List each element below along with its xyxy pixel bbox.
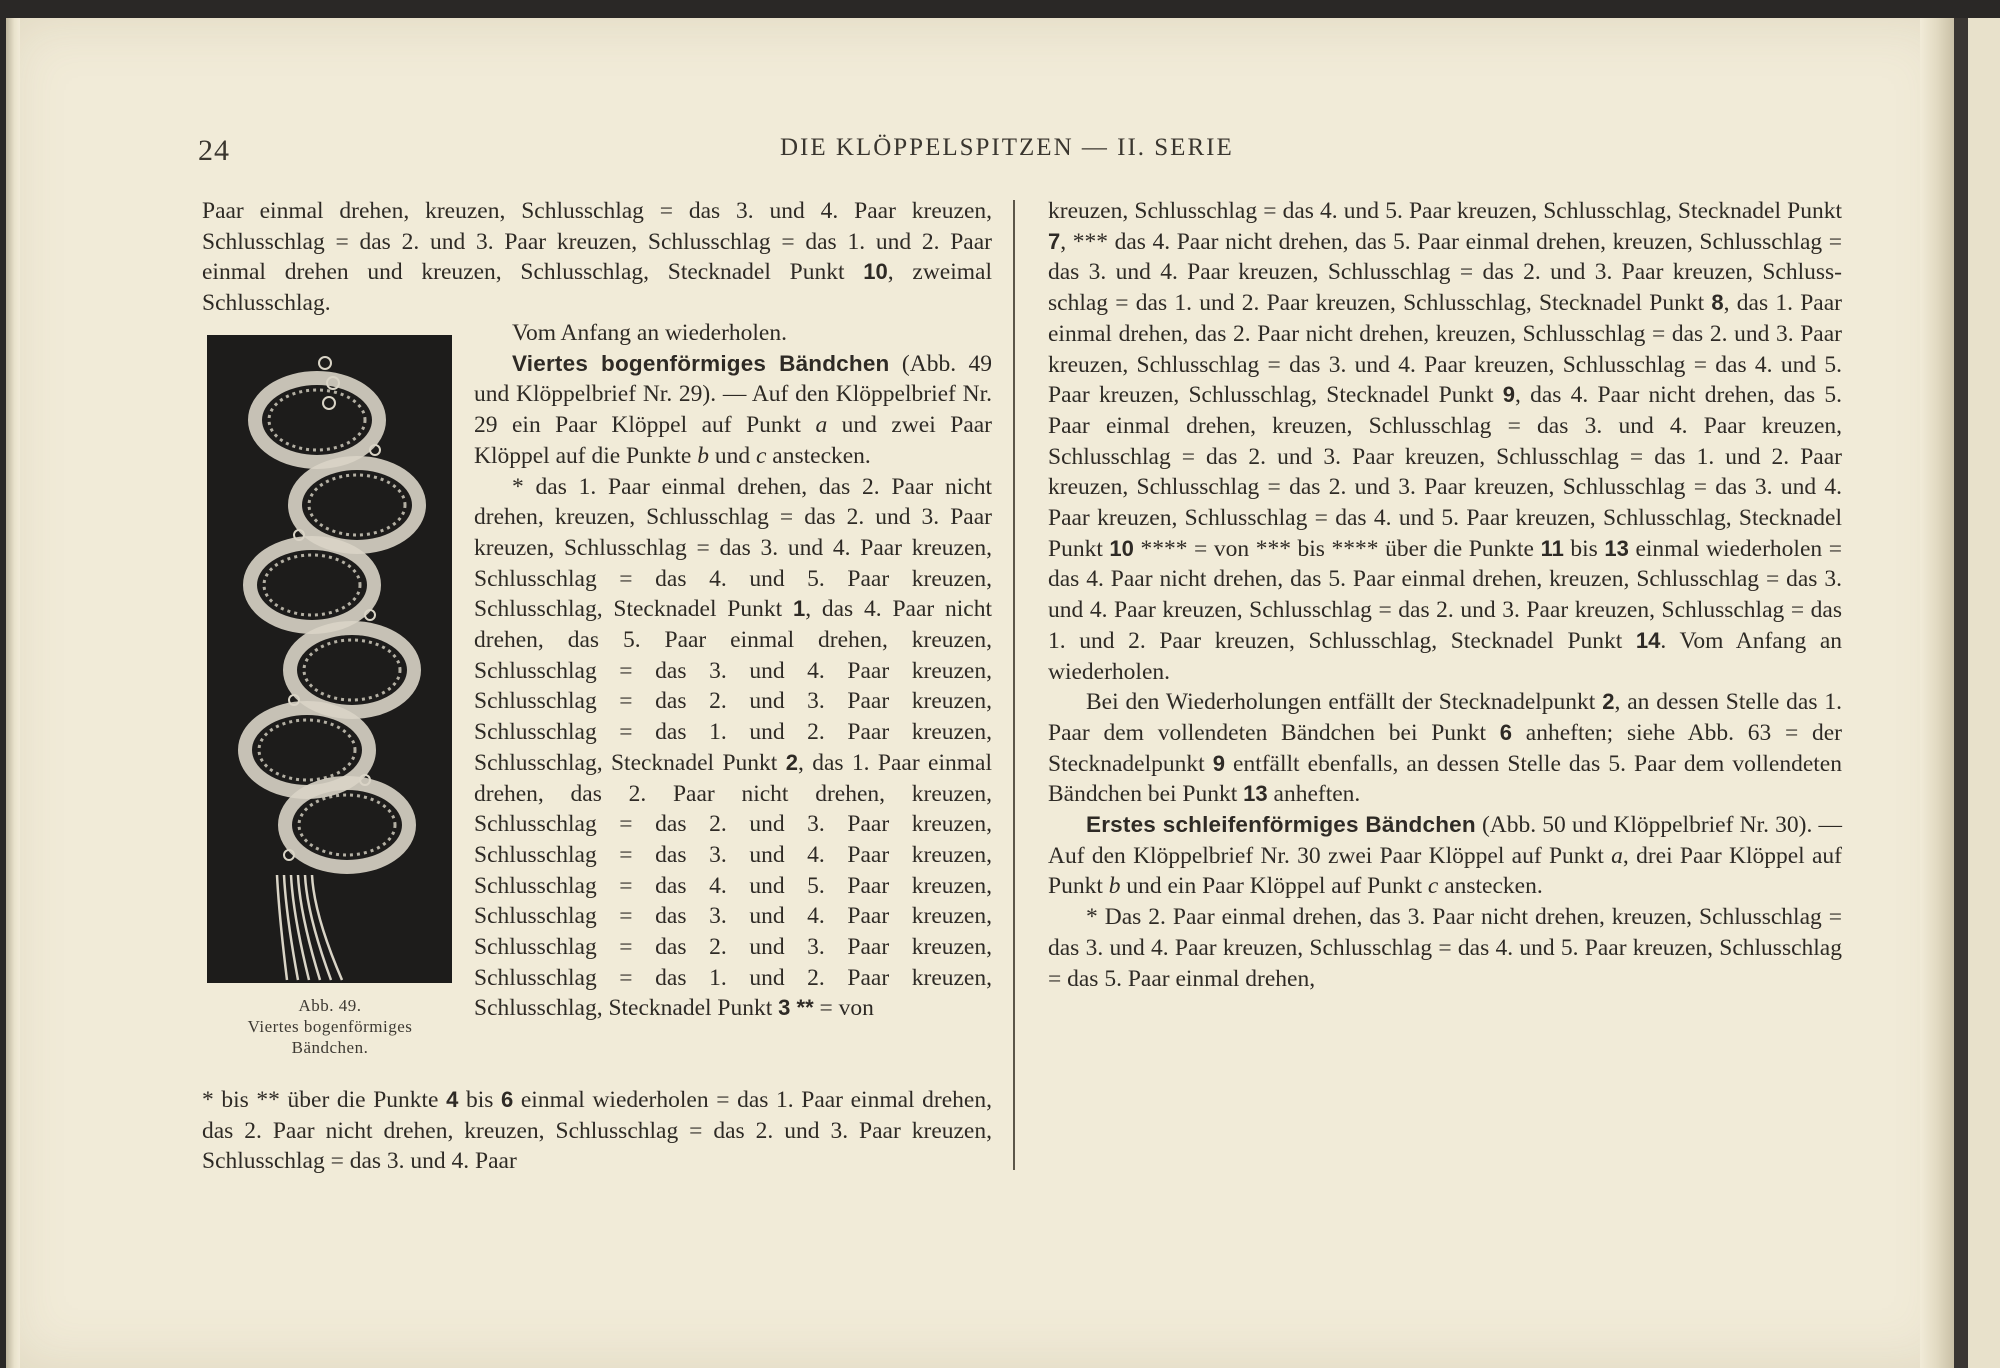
page-edge-left — [6, 18, 20, 1368]
lace-arch-detail — [304, 640, 400, 700]
paragraph: * bis ** über die Punkte 4 bis 6 einmal wiederholen = das 1. Paar einmal drehen, das 2. Paar nicht drehen, kreuzen, Schlusschlag = das 2. und 3. Paar kreuzen, Schlusschlag = das 3. und 4. Paar — [202, 1087, 992, 1175]
lace-illustration — [207, 335, 452, 983]
bobbin-knot — [319, 357, 331, 369]
paragraph: * Das 2. Paar einmal drehen, das 3. Paar nicht drehen, kreuzen, Schlusschlag = das 3. und 4. Paar kreuzen, Schlusschlag = das 4. und 5. Paar kreuzen, Schlusschlag = das 5. Paar einmal drehen, — [1048, 904, 1842, 992]
left-column-top — [202, 196, 992, 319]
left-column-bottom — [202, 1085, 992, 1177]
lace-arch — [295, 463, 419, 547]
lace-thread — [298, 875, 320, 980]
lace-arch-detail — [269, 390, 365, 450]
paragraph: * das 1. Paar einmal drehen, das 2. Paar nicht drehen, kreuzen, Schlusschlag = das 2. und 3. Paar kreuzen, Schlusschlag = das 3. und 4. Paar kreuzen, Schlusschlag = das 4. und 5. Paar kreuzen, Schlusschlag, Stecknadel Punkt 1, das 4. Paar nicht drehen, das 5. Paar einmal drehen, kreuzen, Schlusschlag = das 3. und 4. Paar kreuzen, Schlusschlag = das 2. und 3. Paar kreuzen, Schlusschlag = das 1. und 2. Paar kreuzen, Schlusschlag, Stecknadel Punkt 2, das 1. Paar einmal drehen, das 2. Paar nicht drehen, kreuzen, Schlusschlag = das 2. und 3. Paar kreuzen, Schlusschlag = das 3. und 4. Paar kreuzen, Schlusschlag = das 4. und 5. Paar kreuzen, Schlusschlag = das 3. und 4. Paar kreuzen, Schlusschlag = das 2. und 3. Paar kreuzen, Schlusschlag = das 1. und 2. Paar kreuzen, Schlusschlag, Stecknadel Punkt 3 ** = von — [474, 473, 992, 1022]
lace-arch — [290, 628, 414, 712]
caption-line: Bändchen. — [291, 1038, 369, 1057]
section-heading: Erstes schleifenförmiges Bändchen — [1086, 812, 1476, 838]
paragraph: Erstes schleifenförmiges Bändchen (Abb. 50 und Klöppelbrief Nr. 30). — Auf den Klöppelbrief Nr. 30 zwei Paar Klöppel auf Punkt a, drei Paar Klöppel auf Punkt b und ein Paar Klöppel auf Punkt c anstecken. — [1048, 812, 1842, 900]
figure-caption — [210, 995, 450, 1058]
lace-arch — [250, 543, 374, 627]
lace-arch-detail — [299, 795, 395, 855]
paragraph: kreuzen, Schlusschlag = das 4. und 5. Paar kreuzen, Schlusschlag, Stecknadel Punkt 7, *** das 4. Paar nicht drehen, das 5. Paar einmal drehen, kreuzen, Schlusschlag = das 3. und 4. Paar kreuzen, Schlusschlag = das 2. und 3. Paar kreuzen, Schluss-schlag = das 1. und 2. Paar kreuzen, Schlusschlag, Stecknadel Punkt 8, das 1. Paar einmal drehen, das 2. Paar nicht drehen, kreuzen, Schlusschlag = das 2. und 3. Paar kreuzen, Schlusschlag = das 3. und 4. Paar kreuzen, Schlusschlag = das 4. und 5. Paar kreuzen, Schlusschlag, Stecknadel Punkt 9, das 4. Paar nicht drehen, das 5. Paar einmal drehen, kreuzen, Schlusschlag = das 3. und 4. Paar kreuzen, Schlusschlag = das 2. und 3. Paar kreuzen, Schlusschlag = das 1. und 2. Paar kreuzen, Schlusschlag = das 2. und 3. Paar kreuzen, Schlusschlag = das 3. und 4. Paar kreuzen, Schlusschlag = das 4. und 5. Paar kreuzen, Schlusschlag, Stecknadel Punkt 10 **** = von *** bis **** über die Punkte 11 bis 13 einmal wiederholen = das 4. Paar nicht drehen, das 5. Paar einmal drehen, kreuzen, Schlusschlag = das 3. und 4. Paar kreuzen, Schlusschlag = das 2. und 3. Paar kreuzen, Schlusschlag = das 1. und 2. Paar kreuzen, Schlusschlag, Stecknadel Punkt 14. Vom Anfang an wiederholen. — [1048, 198, 1842, 685]
lace-thread — [305, 875, 331, 980]
paragraph: Paar einmal drehen, kreuzen, Schlusschlag = das 3. und 4. Paar kreuzen, Schlusschlag = das 2. und 3. Paar kreuzen, Schlusschlag = das 1. und 2. Paar einmal drehen und kreuzen, Schlusschlag, Stecknadel Punkt 10, zweimal Schlusschlag. — [202, 198, 992, 317]
caption-line: Viertes bogenförmiges — [247, 1017, 413, 1036]
lace-arch-detail — [264, 555, 360, 615]
section-heading: Viertes bogenförmiges Bändchen — [512, 350, 890, 376]
column-divider — [1013, 200, 1015, 1170]
running-head: DIE KLÖPPELSPITZEN — II. SERIE — [780, 134, 1234, 161]
right-column — [1048, 196, 1842, 994]
page-edge-right — [1920, 18, 1954, 1368]
lace-band-drawing — [207, 335, 452, 983]
lace-arch-detail — [309, 475, 405, 535]
binding-shadow — [1954, 18, 1968, 1368]
paragraph: Bei den Wiederholungen entfällt der Stecknadelpunkt 2, an dessen Stelle das 1. Paar dem vollendeten Bändchen bei Punkt 6 anheften; siehe Abb. 63 = der Stecknadelpunkt 9 entfällt ebenfalls, an dessen Stelle das 5. Paar dem vollendeten Bändchen bei Punkt 13 anheften. — [1048, 689, 1842, 808]
lace-arch-detail — [259, 720, 355, 780]
left-column-side — [474, 318, 992, 1024]
lace-arch — [285, 783, 409, 867]
paragraph: Viertes bogenförmiges Bändchen (Abb. 49 und Klöppelbrief Nr. 29). — Auf den Klöppelbrief Nr. 29 ein Paar Klöppel auf Punkt a und zwei Paar Klöppel auf die Punkte b und c anstecken. — [474, 350, 993, 469]
page-number: 24 — [198, 134, 230, 167]
paragraph: Vom Anfang an wiederholen. — [512, 320, 787, 346]
bobbin-knot — [323, 397, 335, 409]
lace-arch — [255, 378, 379, 462]
caption-line: Abb. 49. — [298, 996, 362, 1015]
next-page-edge — [1968, 18, 2000, 1368]
